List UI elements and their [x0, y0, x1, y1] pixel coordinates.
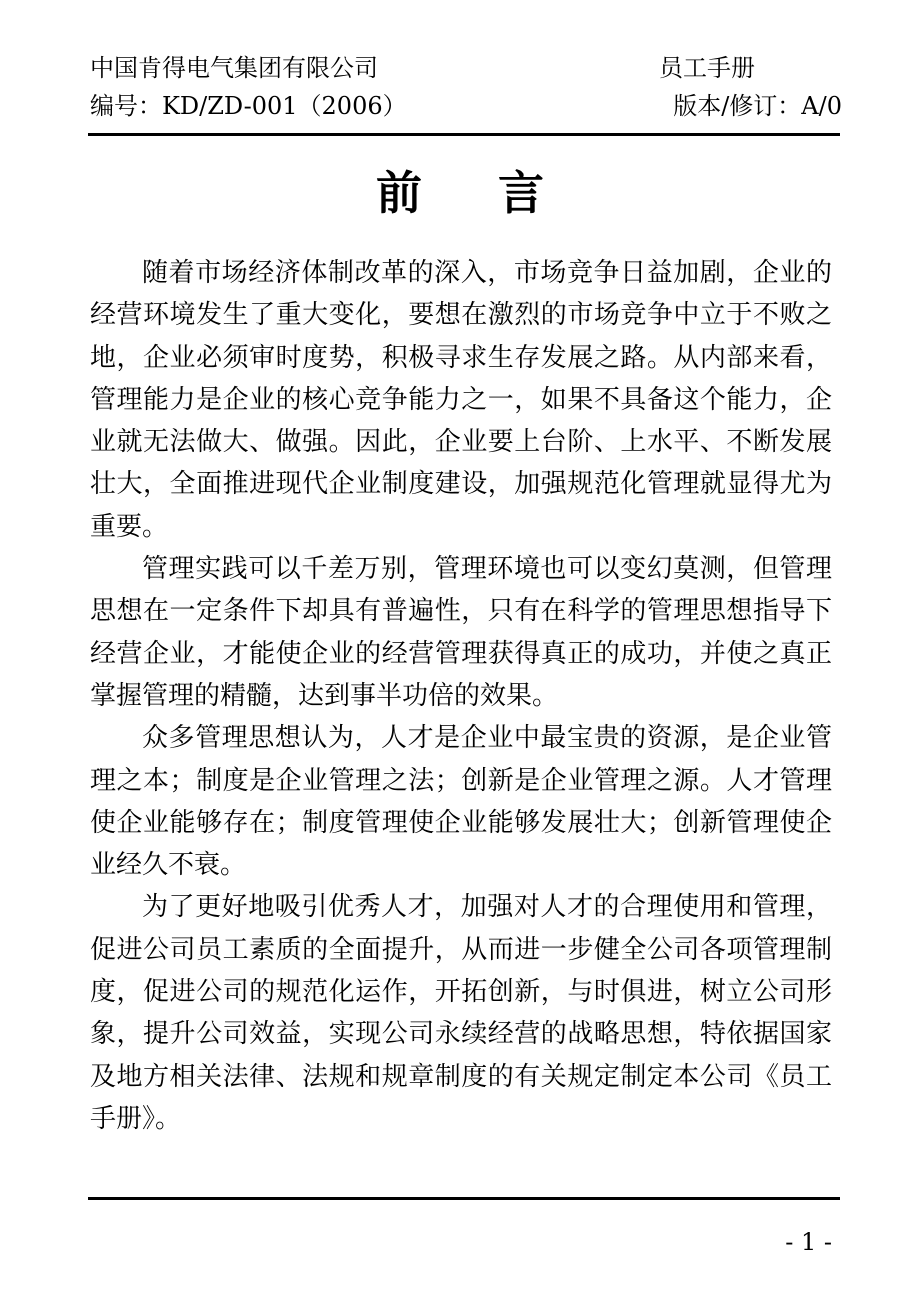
document-number: 编号：KD/ZD-001（2006） [90, 92, 407, 120]
paragraph: 随着市场经济体制改革的深入，市场竞争日益加剧，企业的经营环境发生了重大变化，要想在激烈的市场竞争中立于不败之地，企业必须审时度势，积极寻求生存发展之路。从内部来看，管理能力是企业的核心竞争能力之一，如果不具备这个能力，企业就无法做大、做强。因此，企业要上台阶、上水平、不断发展壮大，全面推进现代企业制度建设，加强规范化管理就显得尤为重要。 [90, 258, 832, 542]
page-title: 前言 [376, 166, 620, 220]
document-name: 员工手册 [659, 54, 755, 82]
footer-divider [88, 1197, 840, 1200]
company-name: 中国肯得电气集团有限公司 [90, 54, 378, 82]
page-number: - 1 - [785, 1228, 832, 1256]
preface-body [90, 252, 832, 1140]
header-divider [88, 133, 840, 136]
paragraph: 管理实践可以千差万别，管理环境也可以变幻莫测，但管理思想在一定条件下却具有普遍性，只有在科学的管理思想指导下经营企业，才能使企业的经营管理获得真正的成功，并使之真正掌握管理的精髓，达到事半功倍的效果。 [90, 554, 832, 711]
paragraph: 众多管理思想认为，人才是企业中最宝贵的资源，是企业管理之本；制度是企业管理之法；创新是企业管理之源。人才管理使企业能够存在；制度管理使企业能够发展壮大；创新管理使企业经久不衰。 [90, 723, 832, 881]
paragraph: 为了更好地吸引优秀人才，加强对人才的合理使用和管理，促进公司员工素质的全面提升，从而进一步健全公司各项管理制度，促进公司的规范化运作，开拓创新，与时俱进，树立公司形象，提升公司效益，实现公司永续经营的战略思想，特依据国家及地方相关法律、法规和规章制度的有关规定制定本公司《员工手册》。 [90, 892, 832, 1134]
revision-info: 版本/修订：A/0 [673, 92, 842, 120]
